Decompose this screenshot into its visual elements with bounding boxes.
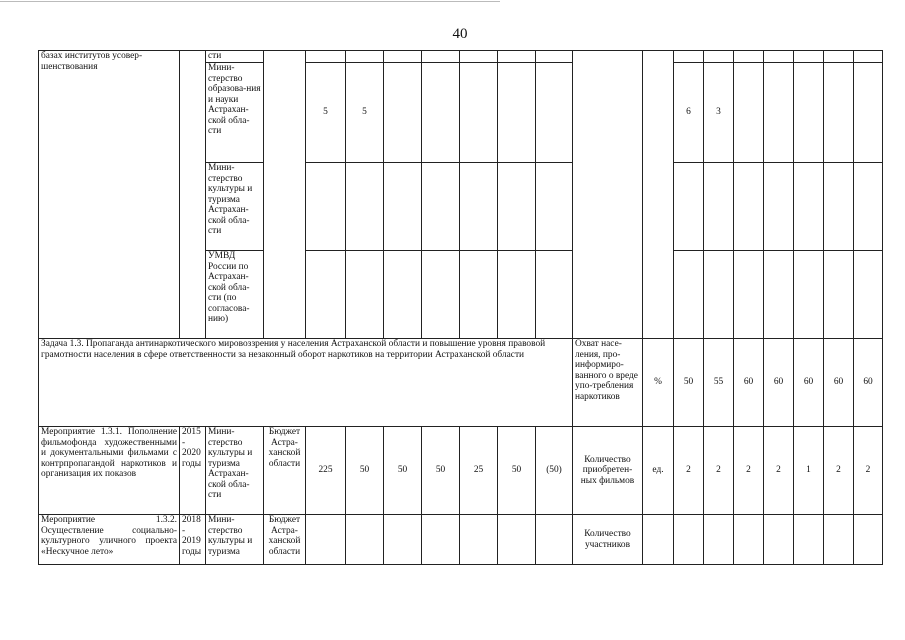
cell [704, 163, 734, 251]
cell [704, 251, 734, 339]
cell [498, 51, 536, 63]
cell [734, 515, 764, 565]
cell [536, 51, 573, 63]
measure-1-3-2-years: 2018 - 2019 годы [180, 515, 206, 565]
continuation-source-cell [264, 51, 306, 339]
cell [384, 515, 422, 565]
cell [854, 163, 883, 251]
cell [643, 515, 674, 565]
cell [498, 63, 536, 163]
measure-1-3-2-name: Мероприятие 1.3.2. Осуществление социально-культурного уличного проекта «Нескучное лето» [39, 515, 180, 565]
continuation-years-cell [180, 51, 206, 339]
continuation-measure-name: базах институтов усовер-шенствования [39, 51, 180, 339]
cell [306, 515, 346, 565]
cell [824, 51, 854, 63]
task-1-3-text: Задача 1.3. Пропаганда антинаркотического мировоззрения у населения Астраханской области и повышение уровня правовой грамотности населения в сфере ответственности за незаконный оборот наркотиков на территории Астраханской области [39, 339, 573, 427]
cell [306, 163, 346, 251]
cell [422, 51, 460, 63]
cell [306, 251, 346, 339]
cell [536, 515, 573, 565]
cell [764, 251, 794, 339]
cell [854, 63, 883, 163]
cell [824, 163, 854, 251]
finance-total: 5 [306, 63, 346, 163]
measure-1-3-1-indicator: Количество приобретен-ных фильмов [573, 427, 643, 515]
cell [346, 515, 384, 565]
cell [384, 63, 422, 163]
indicator-value-2: 3 [704, 63, 734, 163]
measure-1-3-1-value-6: 2 [824, 427, 854, 515]
indicator-value-1: 6 [674, 63, 704, 163]
measure-1-3-2-source: Бюджет Астра-ханской области [264, 515, 306, 565]
cell [734, 163, 764, 251]
cell [536, 63, 573, 163]
measure-1-3-1-value-1: 2 [674, 427, 704, 515]
executor-ministry-education: Мини-стерство образова-ния и науки Астрахан-ской обла-сти [206, 63, 264, 163]
cell [674, 251, 704, 339]
task-value-2015: 55 [704, 339, 734, 427]
measure-1-3-1-value-7: 2 [854, 427, 883, 515]
cell [764, 51, 794, 63]
measure-1-3-1-value-3: 2 [734, 427, 764, 515]
cell [734, 51, 764, 63]
measure-1-3-1-executor: Мини-стерство культуры и туризма Астрахан-ской обла-сти [206, 427, 264, 515]
task-value-2020: 60 [854, 339, 883, 427]
measure-1-3-1-value-2: 2 [704, 427, 734, 515]
cell [824, 63, 854, 163]
task-value-2014: 50 [674, 339, 704, 427]
cell [854, 251, 883, 339]
cell [674, 163, 704, 251]
program-table [38, 50, 883, 565]
cell [346, 251, 384, 339]
measure-1-3-1-fin-total: 225 [306, 427, 346, 515]
cell [306, 51, 346, 63]
cell [704, 51, 734, 63]
measure-1-3-1-fin-y1: 50 [346, 427, 384, 515]
cell [674, 51, 704, 63]
continuation-unit-cell [643, 51, 674, 339]
cell [734, 63, 764, 163]
cell [422, 163, 460, 251]
cell [764, 63, 794, 163]
cell [460, 251, 498, 339]
measure-1-3-1-unit: ед. [643, 427, 674, 515]
cell [794, 251, 824, 339]
measure-1-3-1-name: Мероприятие 1.3.1. Пополнение фильмофонда художественными и документальными фильмами с контрпропагандой наркотиков и организация их показов [39, 427, 180, 515]
top-rule [0, 1, 500, 2]
measure-1-3-1-value-4: 2 [764, 427, 794, 515]
measure-1-3-1-fin-y6: (50) [536, 427, 573, 515]
continuation-indicator-cell [573, 51, 643, 339]
measure-1-3-1-years: 2015 - 2020 годы [180, 427, 206, 515]
cell [384, 163, 422, 251]
task-value-2017: 60 [764, 339, 794, 427]
cell [384, 51, 422, 63]
cell [794, 51, 824, 63]
measure-1-3-1-fin-y2: 50 [384, 427, 422, 515]
cell [422, 515, 460, 565]
measure-1-3-1-fin-y5: 50 [498, 427, 536, 515]
cell [460, 163, 498, 251]
cell [794, 163, 824, 251]
finance-year-1: 5 [346, 63, 384, 163]
task-indicator: Охват насе-ления, про-информиро-ванного о вреде упо-требления наркотиков [573, 339, 643, 427]
cell [498, 515, 536, 565]
cell [422, 251, 460, 339]
cell [460, 515, 498, 565]
measure-1-3-2-indicator: Количество участников [573, 515, 643, 565]
cell [854, 515, 883, 565]
executor-ministry-culture: Мини-стерство культуры и туризма Астрахан-ской обла-сти [206, 163, 264, 251]
cell [346, 51, 384, 63]
cell [498, 251, 536, 339]
page-number: 40 [452, 26, 468, 42]
cell [824, 251, 854, 339]
measure-1-3-1-value-5: 1 [794, 427, 824, 515]
cell [764, 515, 794, 565]
cell [498, 163, 536, 251]
cell [794, 515, 824, 565]
cell [734, 251, 764, 339]
task-unit: % [643, 339, 674, 427]
cell [422, 63, 460, 163]
cell [460, 51, 498, 63]
measure-1-3-1-fin-y3: 50 [422, 427, 460, 515]
measure-1-3-2-executor: Мини-стерство культуры и туризма [206, 515, 264, 565]
task-value-2016: 60 [734, 339, 764, 427]
cell [460, 63, 498, 163]
measure-1-3-1-fin-y4: 25 [460, 427, 498, 515]
cell [346, 163, 384, 251]
cell [794, 63, 824, 163]
executor-umvd: УМВД России по Астрахан-ской обла-сти (по согласова-нию) [206, 251, 264, 339]
cell [824, 515, 854, 565]
cell [674, 515, 704, 565]
cell [764, 163, 794, 251]
cell [536, 163, 573, 251]
cell [854, 51, 883, 63]
task-value-2018: 60 [794, 339, 824, 427]
cell [384, 251, 422, 339]
continuation-executor-tail: сти [206, 51, 264, 63]
cell [536, 251, 573, 339]
measure-1-3-1-source: Бюджет Астра-ханской области [264, 427, 306, 515]
cell [704, 515, 734, 565]
task-value-2019: 60 [824, 339, 854, 427]
